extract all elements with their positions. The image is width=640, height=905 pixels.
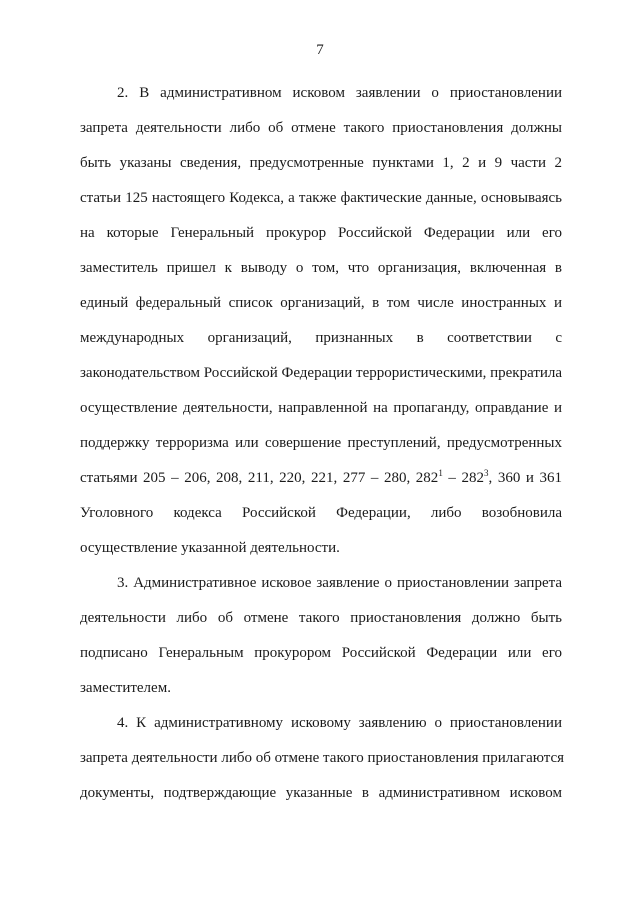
paragraph-2-line-14: осуществление указанной деятельности.	[80, 540, 340, 556]
paragraph-2-line-13: Уголовного кодекса Российской Федерации, либо возобновила	[80, 505, 562, 521]
paragraph-2-line-12	[80, 468, 562, 488]
paragraph-3-line-3: подписано Генеральным прокурором Российской Федерации или его	[80, 645, 562, 661]
line-12-text-b: – 282	[442, 470, 484, 486]
paragraph-2-line-1: 2. В административном исковом заявлении о приостановлении	[117, 85, 562, 101]
paragraph-2-line-6: заместитель пришел к выводу о том, что организация, включенная в	[80, 260, 562, 276]
paragraph-3-line-2: деятельности либо об отмене такого приостановления должно быть	[80, 610, 562, 626]
page-number: 7	[316, 42, 324, 58]
paragraph-4-line-1: 4. К административному исковому заявлению о приостановлении	[117, 715, 562, 731]
line-12-text-c: , 360 и 361	[488, 470, 563, 486]
paragraph-3-line-4: заместителем.	[80, 680, 171, 696]
paragraph-4-line-2: запрета деятельности либо об отмене такого приостановления прилагаются	[80, 750, 565, 766]
paragraph-2-line-2: запрета деятельности либо об отмене такого приостановления должны	[80, 120, 562, 136]
paragraph-2-line-9: законодательством Российской Федерации террористическими, прекратила	[80, 365, 563, 381]
paragraph-3-line-1: 3. Административное исковое заявление о приостановлении запрета	[117, 575, 562, 591]
line-12-text-a: статьями 205 – 206, 208, 211, 220, 221, 277 – 280, 282	[80, 470, 439, 486]
superscript-1: 1	[438, 468, 443, 478]
paragraph-2-line-7: единый федеральный список организаций, в том числе иностранных и	[80, 295, 562, 311]
paragraph-2-line-10: осуществление деятельности, направленной на пропаганду, оправдание и	[80, 400, 562, 416]
paragraph-2-line-11: поддержку терроризма или совершение преступлений, предусмотренных	[80, 435, 562, 451]
superscript-3: 3	[483, 468, 489, 478]
paragraph-2-line-5: на которые Генеральный прокурор Российской Федерации или его	[80, 225, 562, 241]
paragraph-2-line-4: статьи 125 настоящего Кодекса, а также фактические данные, основываясь	[80, 190, 562, 206]
paragraph-2-line-3: быть указаны сведения, предусмотренные пунктами 1, 2 и 9 части 2	[80, 155, 562, 171]
paragraph-4-line-3: документы, подтверждающие указанные в административном исковом	[80, 785, 562, 801]
paragraph-2-line-8: международных организаций, признанных в соответствии с	[80, 330, 562, 346]
